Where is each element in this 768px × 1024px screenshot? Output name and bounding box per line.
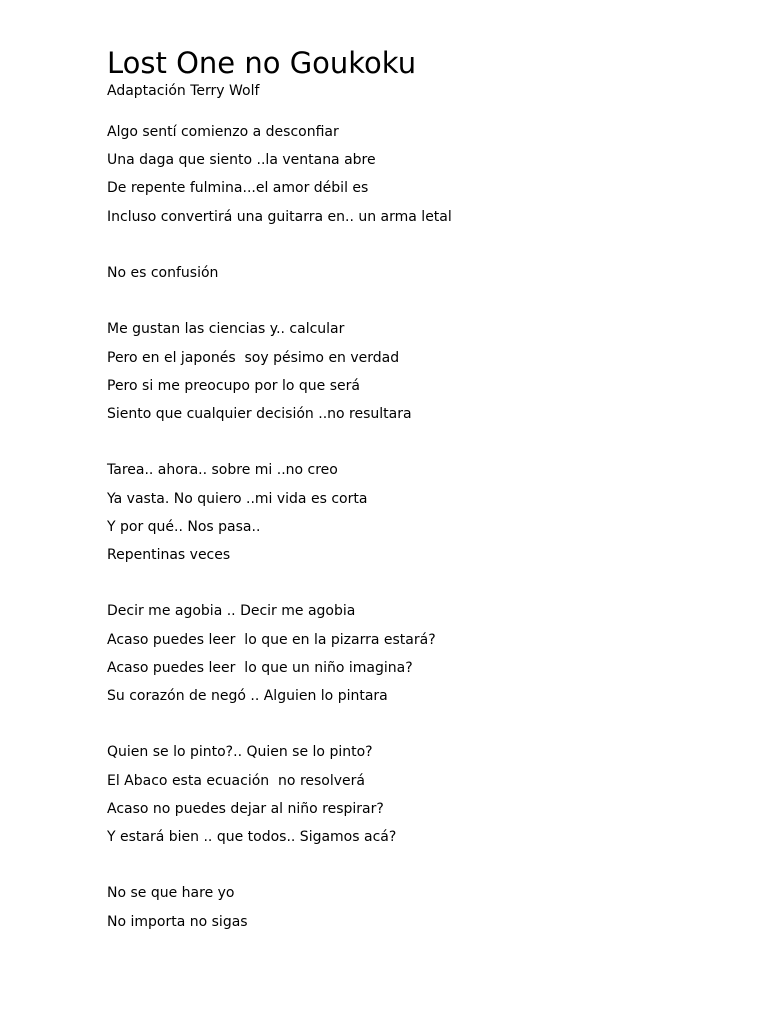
lyric-line: Y estará bien .. que todos.. Sigamos acá? [107,829,397,845]
lyric-line: No importa no sigas [107,913,248,930]
stanza [107,118,727,231]
lyrics-body [107,118,727,936]
stanza [107,456,727,569]
lyric-line: No se que hare yo [107,885,235,902]
lyric-line: Tarea.. ahora.. sobre mi ..no creo [107,462,338,479]
lyric-line: Pero en el japonés soy pésimo en verdad [107,349,400,366]
lyric-line: Repentinas veces [107,547,231,563]
stanza [107,738,727,851]
lyric-line: Pero si me preocupo por lo que será [107,377,360,394]
lyric-line: Decir me agobia .. Decir me agobia [107,603,356,620]
lyric-line: Y por qué.. Nos pasa.. [107,518,261,535]
document-subtitle: Adaptación Terry Wolf [107,83,260,99]
lyric-line: Ya vasta. No quiero ..mi vida es corta [107,490,368,507]
stanza [107,259,727,287]
lyric-line: Incluso convertirá una guitarra en.. un arma letal [107,208,452,225]
stanza [107,597,727,710]
lyric-line: El Abaco esta ecuación no resolverá [107,772,365,789]
lyric-line: De repente fulmina...el amor débil es [107,180,369,197]
lyric-line: Su corazón de negó .. Alguien lo pintara [107,688,388,704]
lyric-line: Acaso puedes leer lo que en la pizarra estará? [107,631,436,648]
lyric-line: Una daga que siento ..la ventana abre [107,152,376,169]
stanza [107,315,727,428]
document-page [107,44,727,964]
document-title: Lost One no Goukoku [107,46,417,80]
stanza [107,879,727,935]
lyric-line: Acaso no puedes dejar al niño respirar? [107,800,384,817]
lyric-line: Acaso puedes leer lo que un niño imagina? [107,659,413,676]
lyric-line: Siento que cualquier decisión ..no resultara [107,406,412,422]
lyric-line: Quien se lo pinto?.. Quien se lo pinto? [107,744,373,761]
lyric-line: Algo sentí comienzo a desconfiar [107,124,339,140]
lyric-line: No es confusión [107,265,219,281]
lyric-line: Me gustan las ciencias y.. calcular [107,321,345,338]
